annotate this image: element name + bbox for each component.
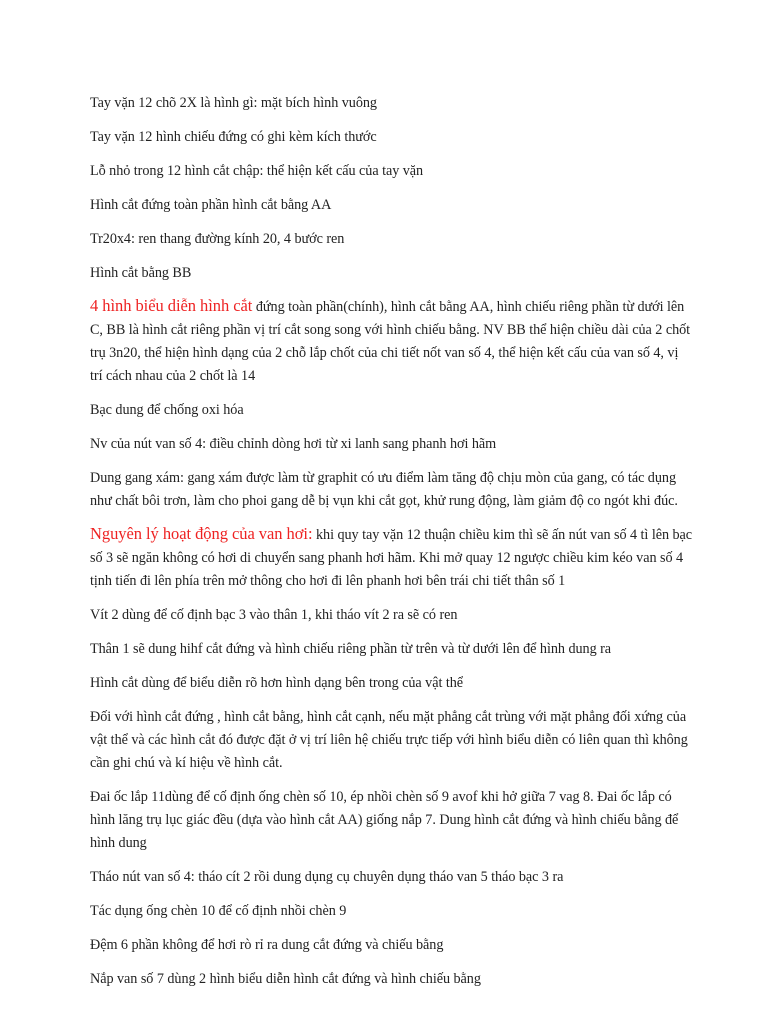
paragraph-text: Đối với hình cắt đứng , hình cắt bằng, hình cắt cạnh, nếu mặt phẳng cắt trùng với mặt phẳng đối xứng của vật thể và các hình cắt đó được đặt ở vị trí liên hệ chiếu trực tiếp với hình biểu diễn có liên quan thì không cần ghi chú và kí hiệu về hình cắt. (90, 709, 688, 771)
paragraph (90, 966, 694, 991)
paragraph-text: Nv của nút van số 4: điều chỉnh dòng hơi từ xi lanh sang phanh hơi hãm (90, 436, 497, 452)
paragraph (90, 158, 694, 183)
paragraph-text: Hình cắt đứng toàn phần hình cắt bằng AA (90, 197, 332, 213)
paragraph-text: Lỗ nhỏ trong 12 hình cắt chập: thể hiện kết cấu của tay vặn (90, 163, 424, 179)
paragraph (90, 124, 694, 149)
paragraph-text: Vít 2 dùng để cố định bạc 3 vào thân 1, khi tháo vít 2 ra sẽ có ren (90, 607, 458, 623)
paragraph-text: Tác dụng ống chèn 10 để cố định nhồi chèn 9 (90, 903, 347, 919)
paragraph-text: khi quy tay vặn 12 thuận chiều kim thì sẽ ấn nút van số 4 tì lên bạc số 3 sẽ ngăn không có hơi di chuyển sang phanh hơi hãm. Khi mở quay 12 ngược chiều kim kéo van số 4 tịnh tiến đi lên phía trên mở thông cho hơi đi lên phanh hơi bên trái chi tiết thân số 1 (90, 527, 693, 589)
paragraph-text: Đai ốc lắp 11dùng để cố định ống chèn số 10, ép nhồi chèn số 9 avof khi hở giữa 7 vag 8. Đai ốc lắp có hình lăng trụ lục giác đều (dựa vào hình cắt AA) giống nắp 7. Dung hình cắt đứng và hình chiếu bằng để hình dung (90, 789, 679, 851)
paragraph-text: Tay vặn 12 hình chiếu đứng có ghi kèm kích thước (90, 129, 377, 145)
paragraph (90, 898, 694, 923)
paragraph-text: Tháo nút van số 4: tháo cít 2 rồi dung dụng cụ chuyên dụng tháo van 5 tháo bạc 3 ra (90, 869, 564, 885)
paragraph-highlight: 4 hình biểu diễn hình cắt (90, 296, 253, 315)
paragraph (90, 864, 694, 889)
paragraph (90, 704, 694, 775)
paragraph (90, 397, 694, 422)
paragraph (90, 465, 694, 513)
paragraph (90, 226, 694, 251)
paragraph (90, 932, 694, 957)
paragraph (90, 192, 694, 217)
paragraph (90, 784, 694, 855)
paragraph (90, 90, 694, 115)
paragraph-text: Tay vặn 12 chõ 2X là hình gì: mặt bích hình vuông (90, 95, 377, 111)
paragraph-highlight: Nguyên lý hoạt động của van hơi: (90, 524, 313, 543)
paragraph-text: Bạc dung để chống oxi hóa (90, 402, 244, 418)
paragraph-text: đứng toàn phần(chính), hình cắt bằng AA, hình chiếu riêng phần từ dưới lên C, BB là hình cắt riêng phần vị trí cắt song song với hình chiếu bằng. NV BB thể hiện chiều dài của 2 chốt trụ 3n20, thể hiện hình dạng của 2 chỗ lắp chốt của chi tiết nốt van số 4, thể hiện kết cấu của van số 4, vị trí cách nhau của 2 chốt là 14 (90, 299, 691, 384)
paragraph-text: Tr20x4: ren thang đường kính 20, 4 bước ren (90, 231, 345, 247)
paragraph (90, 670, 694, 695)
document-body (90, 90, 694, 1000)
paragraph-text: Hình cắt dùng để biểu diễn rõ hơn hình dạng bên trong của vật thể (90, 675, 464, 691)
paragraph-text: Đệm 6 phần không để hơi rò rỉ ra dung cắt đứng và chiếu bằng (90, 937, 444, 953)
paragraph-text: Dung gang xám: gang xám được làm từ graphit có ưu điểm làm tăng độ chịu mòn của gang, có tác dụng như chất bôi trơn, làm cho phoi gang dễ bị vụn khi cắt gọt, khử rung động, làm giảm độ co ngót khi đúc. (90, 470, 678, 509)
paragraph (90, 294, 694, 388)
paragraph (90, 260, 694, 285)
paragraph (90, 636, 694, 661)
paragraph (90, 522, 694, 593)
paragraph-text: Nắp van số 7 dùng 2 hình biểu diễn hình cắt đứng và hình chiếu bằng (90, 971, 481, 987)
paragraph-text: Hình cắt bằng BB (90, 265, 192, 281)
paragraph-text: Thân 1 sẽ dung hihf cắt đứng và hình chiếu riêng phần từ trên và từ dưới lên để hình dung ra (90, 641, 612, 657)
paragraph (90, 431, 694, 456)
paragraph (90, 602, 694, 627)
